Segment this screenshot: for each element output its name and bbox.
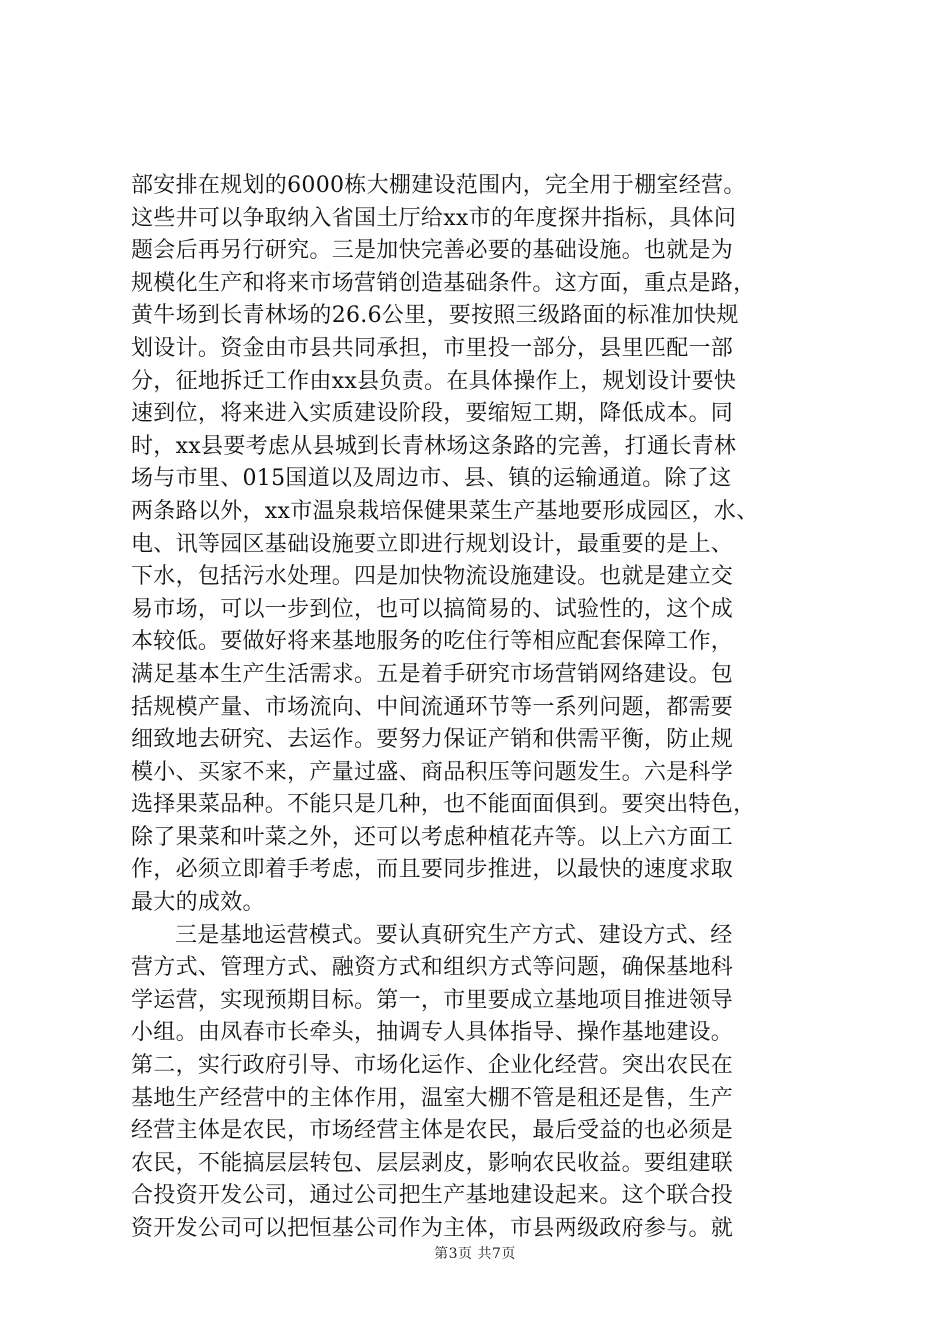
text-line: 划设计。资金由市县共同承担，市里投一部分，县里匹配一部 — [131, 335, 734, 361]
text-line: 这些井可以争取纳入省国土厅给xx市的年度探井指标，具体问 — [131, 205, 737, 231]
text-line: 分，征地拆迁工作由xx县负责。在具体操作上，规划设计要快 — [131, 368, 737, 394]
text-line: 三是基地运营模式。要认真研究生产方式、建设方式、经 — [175, 922, 733, 948]
body-text — [131, 170, 831, 1246]
text-line: 小组。由凤春市长牵头，抽调专人具体指导、操作基地建设。 — [131, 1020, 734, 1046]
text-line: 基地生产经营中的主体作用，温室大棚不管是租还是售，生产 — [131, 1085, 734, 1111]
text-line: 满足基本生产生活需求。五是着手研究市场营销网络建设。包 — [131, 661, 734, 687]
paragraph — [131, 170, 831, 920]
text-line: 两条路以外，xx市温泉栽培保健果菜生产基地要形成园区，水、 — [131, 498, 759, 524]
text-line: 选择果菜品种。不能只是几种，也不能面面俱到。要突出特色， — [131, 792, 756, 818]
text-line: 下水，包括污水处理。四是加快物流设施建设。也就是建立交 — [131, 564, 734, 590]
text-line: 合投资开发公司，通过公司把生产基地建设起来。这个联合投 — [131, 1183, 734, 1209]
text-line: 规模化生产和将来市场营销创造基础条件。这方面，重点是路， — [131, 270, 756, 296]
text-line: 黄牛场到长青林场的26.6公里，要按照三级路面的标准加快规 — [131, 303, 739, 329]
text-line: 除了果菜和叶菜之外，还可以考虑种植花卉等。以上六方面工 — [131, 824, 734, 850]
text-line: 学运营，实现预期目标。第一，市里要成立基地项目推进领导 — [131, 987, 734, 1013]
text-line: 最大的成效。 — [131, 890, 265, 916]
text-line: 电、讯等园区基础设施要立即进行规划设计，最重要的是上、 — [131, 531, 734, 557]
text-line: 营方式、管理方式、融资方式和组织方式等问题，确保基地科 — [131, 955, 734, 981]
text-line: 部安排在规划的6000栋大棚建设范围内，完全用于棚室经营。 — [131, 173, 746, 198]
text-line: 经营主体是农民，市场经营主体是农民，最后受益的也必须是 — [131, 1118, 734, 1144]
text-line: 本较低。要做好将来基地服务的吃住行等相应配套保障工作， — [131, 629, 734, 655]
text-line: 农民，不能搞层层转包、层层剥皮，影响农民收益。要组建联 — [131, 1150, 734, 1176]
text-line: 作，必须立即着手考虑，而且要同步推进，以最快的速度求取 — [131, 857, 734, 883]
text-line: 第二，实行政府引导、市场化运作、企业化经营。突出农民在 — [131, 1053, 734, 1079]
text-line: 资开发公司可以把恒基公司作为主体，市县两级政府参与。就 — [131, 1216, 734, 1241]
text-line: 场与市里、015国道以及周边市、县、镇的运输通道。除了这 — [131, 466, 732, 492]
text-line: 模小、买家不来，产量过盛、商品积压等问题发生。六是科学 — [131, 759, 734, 785]
text-line: 括规模产量、市场流向、中间流通环节等一系列问题，都需要 — [131, 694, 734, 720]
text-line: 时，xx县要考虑从县城到长青林场这条路的完善，打通长青林 — [131, 433, 737, 459]
page-footer: 第3页 共7页 — [434, 1246, 516, 1262]
paragraph — [131, 920, 831, 1246]
text-line: 题会后再另行研究。三是加快完善必要的基础设施。也就是为 — [131, 238, 734, 264]
text-line: 易市场，可以一步到位，也可以搞简易的、试验性的，这个成 — [131, 596, 734, 622]
text-line: 细致地去研究、去运作。要努力保证产销和供需平衡，防止规 — [131, 727, 734, 753]
text-line: 速到位，将来进入实质建设阶段，要缩短工期，降低成本。同 — [131, 401, 734, 427]
